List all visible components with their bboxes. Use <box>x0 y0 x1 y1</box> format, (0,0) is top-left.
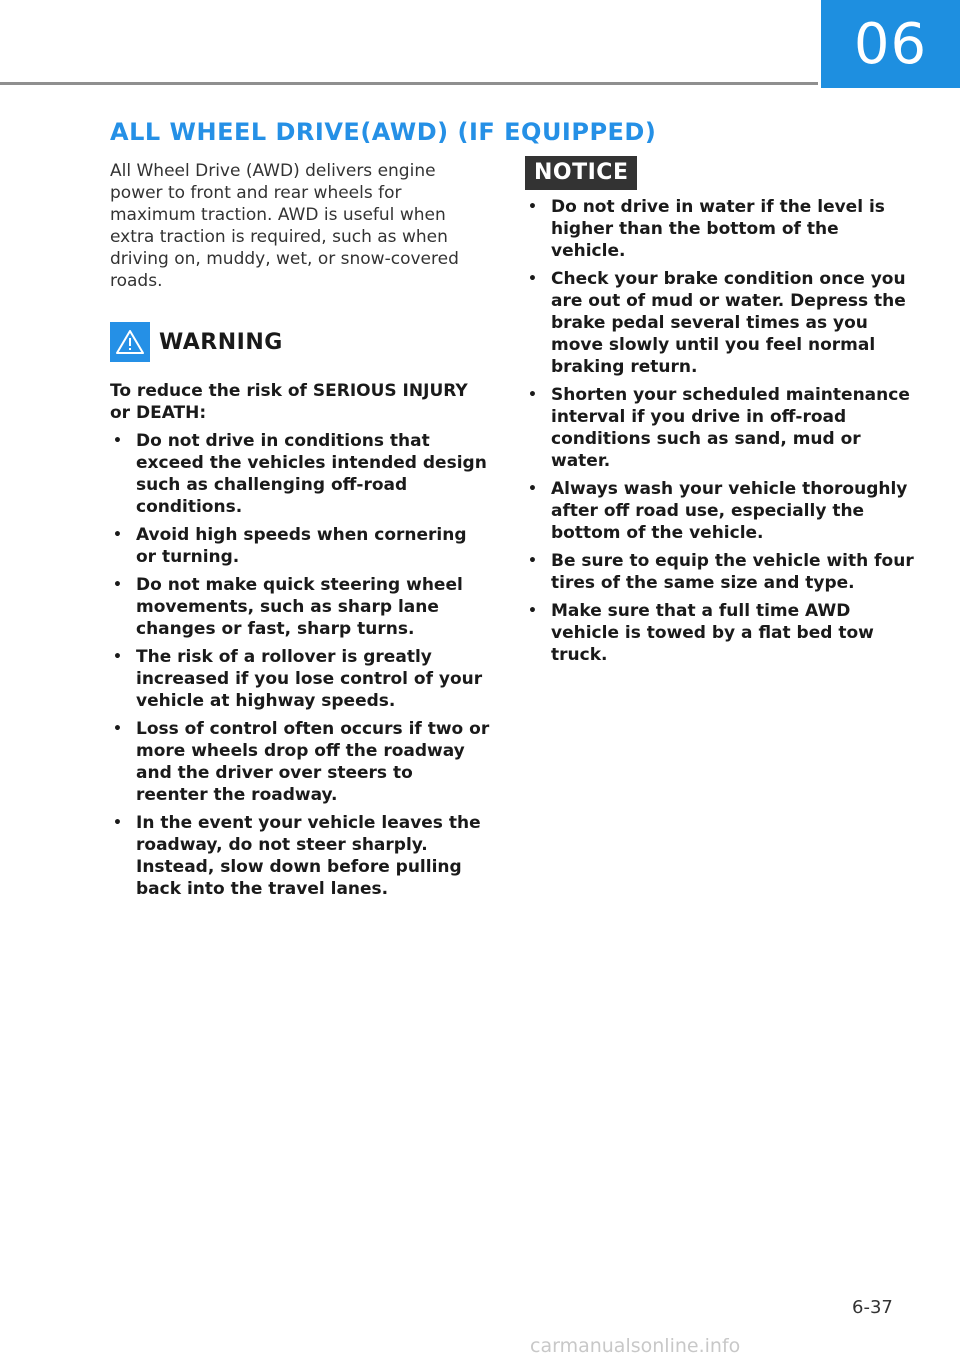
left-column <box>110 160 490 900</box>
list-item: • In the event your vehicle leaves the roadway, do not steer sharply. Instead, slow down before pulling back into the travel lanes. <box>113 813 481 899</box>
list-item: • Do not drive in conditions that exceed the vehicles intended design such as challenging off-road conditions. <box>113 431 487 517</box>
warning-header <box>110 322 490 362</box>
intro-paragraph: All Wheel Drive (AWD) delivers engine power to front and rear wheels for maximum traction. AWD is useful when extra traction is required, such as when driving on, muddy, wet, or snow-covered roads. <box>110 161 459 291</box>
bullet-icon: • <box>528 603 537 619</box>
list-item: • Always wash your vehicle thoroughly after off road use, especially the bottom of the vehicle. <box>528 479 908 543</box>
bullet-icon: • <box>113 527 122 543</box>
watermark: carmanualsonline.info <box>530 1335 741 1357</box>
section-title: ALL WHEEL DRIVE(AWD) (IF EQUIPPED) <box>110 118 657 146</box>
bullet-icon: • <box>528 387 537 403</box>
warning-list <box>110 430 490 900</box>
list-item: • Check your brake condition once you are out of mud or water. Depress the brake pedal several times as you move slowly until you feel normal braking return. <box>528 269 906 377</box>
list-item: • The risk of a rollover is greatly increased if you lose control of your vehicle at highway speeds. <box>113 647 483 711</box>
notice-badge: NOTICE <box>525 156 637 190</box>
bullet-icon: • <box>113 649 122 665</box>
bullet-icon: • <box>528 199 537 215</box>
warning-label: WARNING <box>159 329 283 355</box>
bullet-icon: • <box>528 481 537 497</box>
right-column <box>525 156 915 666</box>
notice-list <box>525 196 915 666</box>
list-item: • Make sure that a full time AWD vehicle is towed by a flat bed tow truck. <box>528 601 874 665</box>
bullet-icon: • <box>113 577 122 593</box>
chapter-tab: 06 <box>821 0 960 88</box>
bullet-icon: • <box>528 271 537 287</box>
bullet-icon: • <box>113 815 122 831</box>
warning-lead: To reduce the risk of SERIOUS INJURY or DEATH: <box>110 381 468 423</box>
list-item: • Do not make quick steering wheel movements, such as sharp lane changes or fast, sharp turns. <box>113 575 463 639</box>
list-item: • Do not drive in water if the level is higher than the bottom of the vehicle. <box>528 197 885 261</box>
bullet-icon: • <box>113 721 122 737</box>
bullet-icon: • <box>113 433 122 449</box>
list-item: • Be sure to equip the vehicle with four tires of the same size and type. <box>528 551 914 593</box>
list-item: • Avoid high speeds when cornering or turning. <box>113 525 467 567</box>
page-number: 6-37 <box>852 1297 893 1318</box>
header-rule <box>0 82 818 85</box>
list-item: • Shorten your scheduled maintenance interval if you drive in off-road conditions such as sand, mud or water. <box>528 385 910 471</box>
bullet-icon: • <box>528 553 537 569</box>
warning-triangle-icon <box>110 322 150 362</box>
list-item: • Loss of control often occurs if two or more wheels drop off the roadway and the driver over steers to reenter the roadway. <box>113 719 490 805</box>
